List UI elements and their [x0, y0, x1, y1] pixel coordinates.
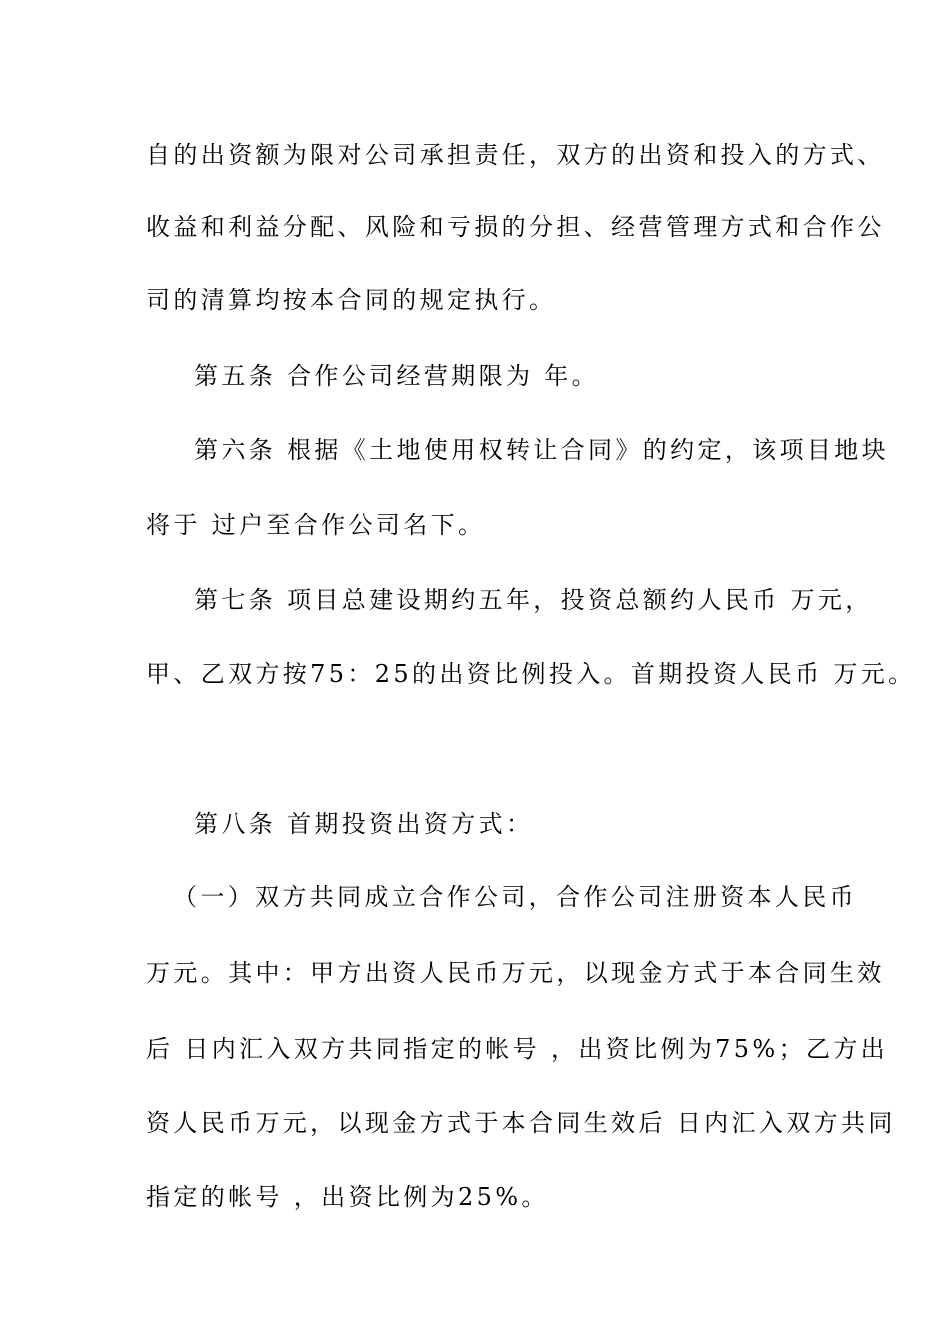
- text-line: 后 日内汇入双方共同指定的帐号 ，出资比例为75%；乙方出: [146, 1035, 889, 1063]
- text-line: 万元。其中：甲方出资人民币万元，以现金方式于本合同生效: [146, 959, 885, 987]
- article-8-heading: 第八条 首期投资出资方式：: [194, 810, 534, 838]
- text-line: 自的出资额为限对公司承担责任，双方的出资和投入的方式、: [146, 141, 885, 169]
- article-5-heading: 第五条 合作公司经营期限为 年。: [194, 362, 600, 390]
- text-line: 资人民币万元，以现金方式于本合同生效后 日内汇入双方共同: [146, 1109, 896, 1137]
- text-line: 指定的帐号 ，出资比例为25%。: [146, 1183, 549, 1211]
- clause-1-line: （一）双方共同成立合作公司，合作公司注册资本人民币: [173, 883, 857, 911]
- article-7-heading: 第七条 项目总建设期约五年，投资总额约人民币 万元，: [194, 586, 873, 614]
- text-line: 收益和利益分配、风险和亏损的分担、经营管理方式和合作公: [146, 213, 885, 241]
- text-line: 将于 过户至合作公司名下。: [146, 511, 486, 539]
- text-line: 司的清算均按本合同的规定执行。: [146, 286, 557, 314]
- text-line: 甲、乙双方按75：25的出资比例投入。首期投资人民币 万元。: [146, 660, 916, 688]
- article-6-heading: 第六条 根据《土地使用权转让合同》的约定，该项目地块: [194, 436, 889, 464]
